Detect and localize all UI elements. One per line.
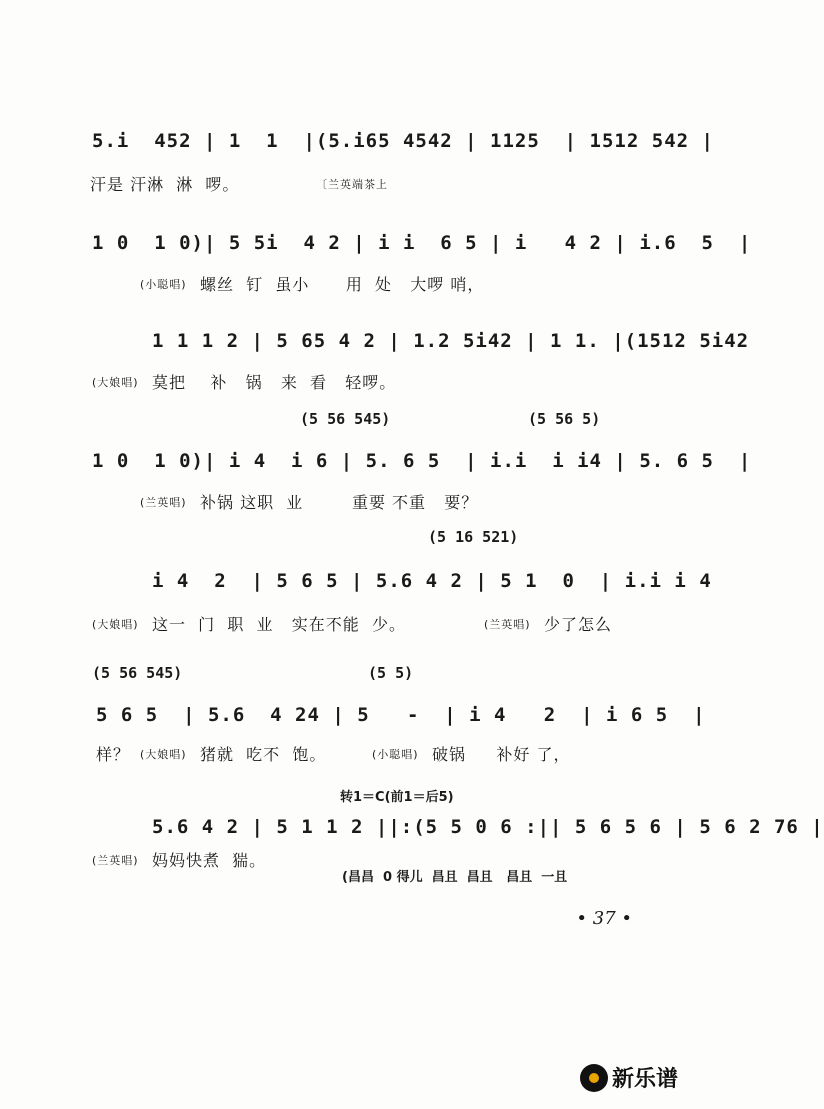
grace-ornament: (5 56 5) [528,410,601,428]
lyric-line: 螺丝 钉 虽小 用 处 大啰 哨， [200,275,485,294]
disc-icon [580,1064,608,1092]
grace-ornament: (5 5) [368,664,414,682]
notation-line: 5.6 4 2 | 5 1 1 2 ||:(5 5 0 6 :|| 5 6 5 6 | 5 6 2 76 | [152,816,824,838]
singer-label: (兰英唱) [484,618,531,631]
lyric-line: 汗是 汗淋 淋 啰。 [90,175,240,194]
lyric-stage-note: 〔兰英端茶上 [316,178,388,191]
grace-ornament: (5 56 545) [300,410,391,428]
logo-text: 新乐谱 [612,1067,679,1092]
notation-line: 1 1 1 2 | 5 65 4 2 | 1.2 5i42 | 1 1. |(1512 5i42 [152,330,750,352]
grace-ornament: (5 56 545) [92,664,183,682]
notation-line: 5 6 5 | 5.6 4 24 | 5 - | i 4 2 | i 6 5 | [96,704,706,726]
singer-label: (小聪唱) [140,278,187,291]
notation-line: 5.i 452 | 1 1 |(5.i65 4542 | 1125 | 1512 542 | [92,130,714,152]
lyric-line: 补锅 这职 业 重要 不重 要？ [200,493,479,512]
percussion-line: (昌昌 0 得儿 昌且 昌且 昌且 一且 [342,870,568,885]
lyric-line: 这一 门 职 业 实在不能 少。 [152,615,406,634]
notation-line: 1 0 1 0)| 5 5i 4 2 | i i 6 5 | i 4 2 | i.6 5 | [92,232,752,254]
singer-label: (小聪唱) [372,748,419,761]
singer-label: (兰英唱) [140,496,187,509]
key-change-marking: 转1＝C(前1＝后5) [340,790,454,805]
lyric-line: 破锅 补好 了， [432,745,571,764]
notation-line: 1 0 1 0)| i 4 i 6 | 5. 6 5 | i.i i i4 | 5. 6 5 | [92,450,752,472]
lyric-line: 猪就 吃不 饱。 [200,745,327,764]
notation-line: i 4 2 | 5 6 5 | 5.6 4 2 | 5 1 0 | i.i i 4 [152,570,712,592]
lyric-line: 少了怎么 [544,615,613,634]
site-logo [580,1062,678,1093]
grace-ornament: (5 16 521) [428,528,519,546]
singer-label: (大娘唱) [92,618,139,631]
singer-label: (兰英唱) [92,854,139,867]
lyric-line: 样？ [96,745,131,764]
singer-label: (大娘唱) [140,748,187,761]
singer-label: (大娘唱) [92,376,139,389]
page-number: • 37 • [576,908,632,929]
lyric-line: 妈妈快煮 猯。 [152,851,267,870]
lyric-line: 莫把 补 锅 来 看 轻啰。 [152,373,397,392]
